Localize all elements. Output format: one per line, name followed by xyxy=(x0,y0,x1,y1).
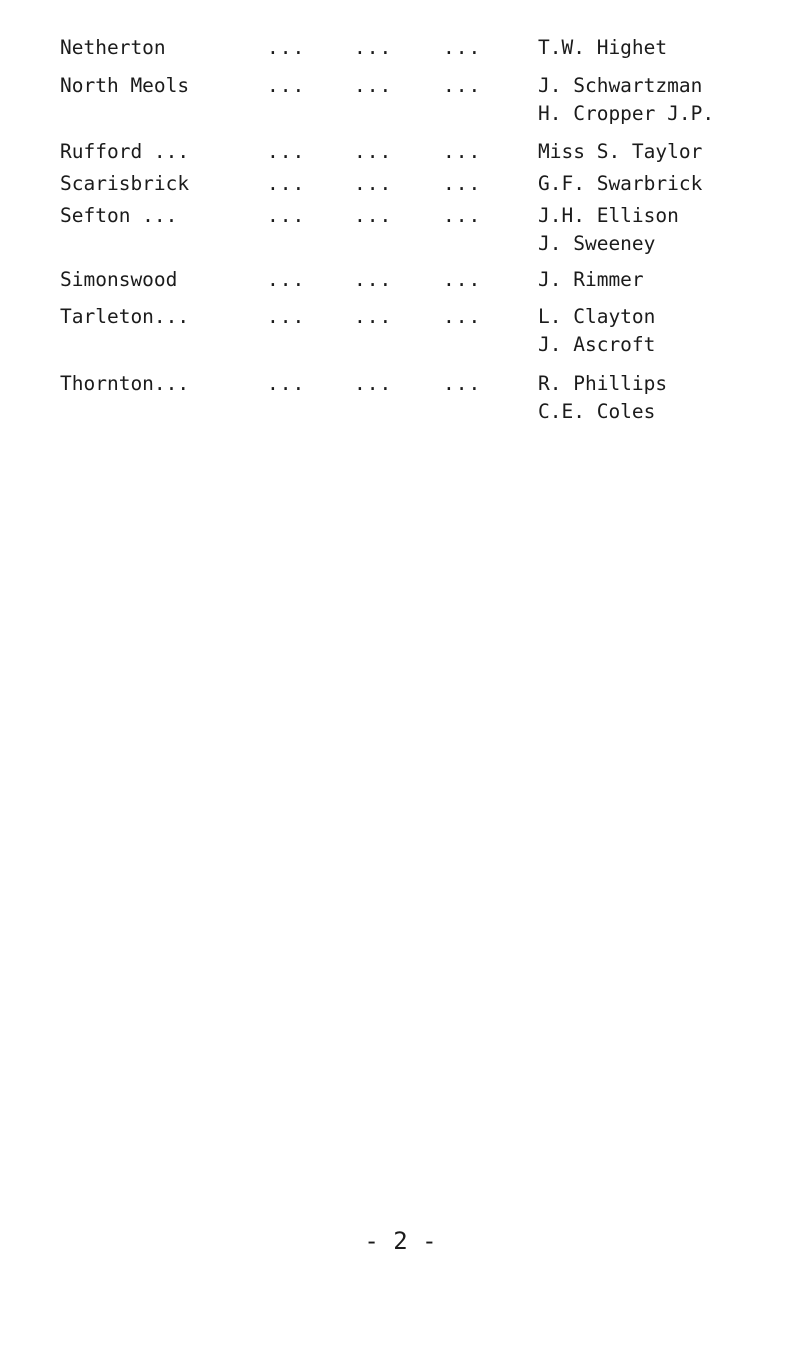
leader-dots: ... xyxy=(267,372,306,395)
leader-dots: ... xyxy=(443,268,482,291)
person-names xyxy=(538,34,667,62)
person-names xyxy=(538,138,702,166)
person-name: C.E. Coles xyxy=(538,400,656,423)
person-names xyxy=(538,303,655,359)
leader-dots: ... xyxy=(354,204,393,227)
leader-dots: ... xyxy=(267,172,306,195)
place-name: Thornton... xyxy=(60,372,190,395)
place-name: Sefton ... xyxy=(60,204,178,227)
person-name: J. Ascroft xyxy=(538,333,656,356)
leader-dots: ... xyxy=(267,140,306,163)
person-names xyxy=(538,72,714,128)
person-name: J.H. Ellison xyxy=(538,204,679,227)
leader-dots: ... xyxy=(354,305,393,328)
person-names xyxy=(538,370,667,426)
place-name: Tarleton... xyxy=(60,305,190,328)
leader-dots: ... xyxy=(443,305,482,328)
leader-dots: ... xyxy=(267,36,306,59)
person-name: Miss S. Taylor xyxy=(538,140,703,163)
person-name: G.F. Swarbrick xyxy=(538,172,703,195)
person-name: R. Phillips xyxy=(538,372,668,395)
person-name: J. Schwartzman xyxy=(538,74,703,97)
leader-dots: ... xyxy=(354,140,393,163)
place-name: Rufford ... xyxy=(60,140,190,163)
leader-dots: ... xyxy=(267,305,306,328)
place-name: North Meols xyxy=(60,74,190,97)
person-names xyxy=(538,266,644,294)
person-name: H. Cropper J.P. xyxy=(538,102,715,125)
place-name: Scarisbrick xyxy=(60,172,190,195)
leader-dots: ... xyxy=(354,36,393,59)
person-names xyxy=(538,170,702,198)
place-name: Netherton xyxy=(60,36,166,59)
person-name: L. Clayton xyxy=(538,305,656,328)
leader-dots: ... xyxy=(354,172,393,195)
page-number: - 2 - xyxy=(364,1227,437,1255)
person-name: J. Sweeney xyxy=(538,232,656,255)
person-name: T.W. Highet xyxy=(538,36,668,59)
person-name: J. Rimmer xyxy=(538,268,644,291)
leader-dots: ... xyxy=(443,74,482,97)
leader-dots: ... xyxy=(267,268,306,291)
leader-dots: ... xyxy=(443,372,482,395)
person-names xyxy=(538,202,679,258)
leader-dots: ... xyxy=(354,268,393,291)
leader-dots: ... xyxy=(443,140,482,163)
leader-dots: ... xyxy=(443,204,482,227)
leader-dots: ... xyxy=(354,74,393,97)
leader-dots: ... xyxy=(354,372,393,395)
place-name: Simonswood xyxy=(60,268,178,291)
leader-dots: ... xyxy=(443,172,482,195)
leader-dots: ... xyxy=(267,74,306,97)
leader-dots: ... xyxy=(267,204,306,227)
leader-dots: ... xyxy=(443,36,482,59)
